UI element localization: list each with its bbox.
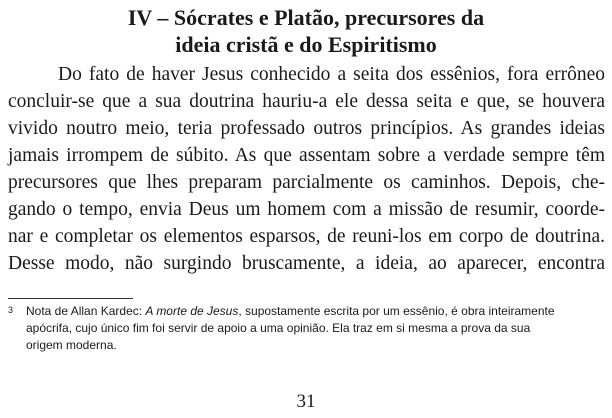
paragraph-line: jamais irrompem de súbito. As que assentam sobre a verdade sempre têm xyxy=(8,145,605,166)
paragraph-line: vivido noutro meio, teria professado outros princípios. As grandes ideias xyxy=(8,118,605,139)
paragraph-line: Do fato de haver Jesus conhecido a seita dos essênios, fora errôneo xyxy=(58,64,605,85)
footnote-marker: 3 xyxy=(8,305,14,315)
paragraph-line: gando o tempo, envia Deus um homem com a missão de resumir, coorde- xyxy=(8,199,605,220)
footnote-line-2: apócrifa, cujo único fim foi servir de apoio a uma opinião. Ela traz em si mesma a prova da sua xyxy=(26,321,531,335)
paragraph-line: precursores que lhes preparam parcialmente os caminhos. Depois, che- xyxy=(8,172,605,193)
footnote-line-1-rest: , supostamente escrita por um essênio, é obra inteiramente xyxy=(238,304,555,318)
paragraph-line: Desse modo, não surgindo bruscamente, a ideia, ao aparecer, encontra xyxy=(8,253,605,274)
footnote-cited-title: A morte de Jesus xyxy=(145,304,239,318)
footnote-line-3: origem moderna. xyxy=(26,338,117,352)
chapter-heading-line-1: IV – Sócrates e Platão, precursores da xyxy=(127,5,485,30)
footnote-prefix: Nota de Allan Kardec: xyxy=(26,304,146,318)
paragraph-line: nar e completar os elementos esparsos, de reuni-los em corpo de doutrina. xyxy=(8,226,605,247)
footnote-line-1 xyxy=(26,303,555,319)
footnote-divider xyxy=(8,298,133,299)
paragraph-line: concluir-se que a sua doutrina hauriu-a ele dessa seita e que, se houvera xyxy=(8,91,605,112)
chapter-heading-line-2: ideia cristã e do Espiritismo xyxy=(175,32,437,57)
page-number: 31 xyxy=(296,391,316,412)
